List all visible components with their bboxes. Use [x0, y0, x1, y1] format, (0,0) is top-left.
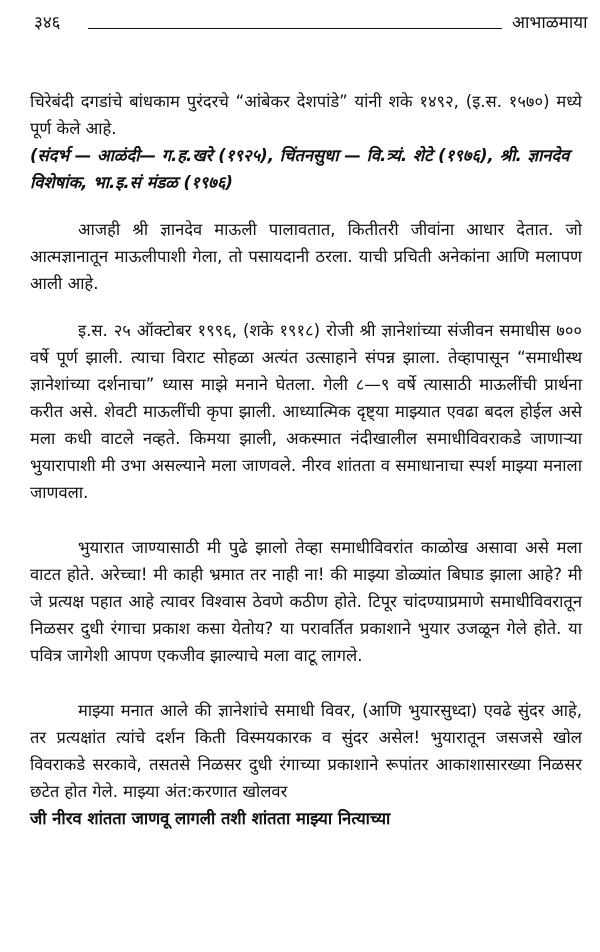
paragraph-5: माझ्या मनात आले की ज्ञानेशांचे समाधी विवर, (आणि भुयारसुध्दा) एवढे सुंदर आहे, तर प्रत्यक्षांत त्यांचे दर्शन किती विस्मयकारक व सुंदर असेल! भुयारातून जसजसे खोल विवराकडे सरकावे, तसतसे निळसर दुधी रंगाच्या प्रकाशाने रूपांतर आकाशासारख्या निळसर छटेत होत गेले. माझ्या अंत:करणात खोलवर	[30, 701, 582, 801]
reference-note: (संदर्भ — आळंदी— ग.ह.खरे (१९२५), चिंतनसुधा — वि.त्र्यं. शेटे (१९७६), श्री. ज्ञानदेव विशेषांक, भा.इ.सं मंडळ (१९७६)	[30, 146, 570, 192]
paragraph-2: आजही श्री ज्ञानदेव माऊली पालावतात, कितीतरी जीवांना आधार देतात. जो आत्मज्ञानातून माऊलीपाशी गेला, तो पसायदानी ठरला. याची प्रचिती अनेकांना आणि मलापण आली आहे.	[30, 220, 582, 293]
paragraph-1: चिरेबंदी दगडांचे बांधकाम पुरंदरचे “आंबेकर देशपांडे” यांनी शके १४९२, (इ.स. १५७०) मध्ये पूर्ण केले आहे.	[30, 92, 582, 138]
paragraph-3: इ.स. २५ ऑक्टोबर १९९६, (शके १९१८) रोजी श्री ज्ञानेशांच्या संजीवन समाधीस ७०० वर्षे पूर्ण झाली. त्याचा विराट सोहळा अत्यंत उत्साहाने संपन्न झाला. तेव्हापासून “समाधीस्थ ज्ञानेशांच्या दर्शनाचा” ध्यास माझे मनाने घेतला. गेली ८—९ वर्षे त्यासाठी माऊलींची प्रार्थना करीत असे. शेवटी माऊलींची कृपा झाली. आध्यात्मिक दृष्ट्या माझ्यात एवढा बदल होईल असे मला कधी वाटले नव्हते. किमया झाली, अकस्मात नंदीखालील समाधीविवराकडे जाणाऱ्या भुयारापाशी मी उभा असल्याने मला जाणवले. नीरव शांतता व समाधानाचा स्पर्श माझ्या मनाला जाणवला.	[30, 321, 582, 502]
running-title: आभाळमाया	[512, 13, 588, 33]
paragraph-5-last-line: जी नीरव शांतता जाणवू लागली तशी शांतता माझ्या नित्याच्या	[30, 809, 391, 828]
paragraph-4: भुयारात जाण्यासाठी मी पुढे झालो तेव्हा समाधीविवरांत काळोख असावा असे मला वाटत होते. अरेच्चा! मी काही भ्रमात तर नाही ना! की माझ्या डोळ्यांत बिघाड झाला आहे? मी जे प्रत्यक्ष पहात आहे त्यावर विश्वास ठेवणे कठीण होते. टिपूर चांदण्याप्रमाणे समाधीविवरातून निळसर दुधी रंगाचा प्रकाश कसा येतोय? या परावर्तित प्रकाशाने भुयार उजळून गेले होते. या पवित्र जागेशी आपण एकजीव झाल्याचे मला वाटू लागले.	[30, 538, 582, 665]
page-body	[30, 88, 582, 832]
header-rule	[88, 28, 502, 29]
page-number: ३४६	[34, 13, 61, 33]
page-header	[34, 6, 588, 36]
